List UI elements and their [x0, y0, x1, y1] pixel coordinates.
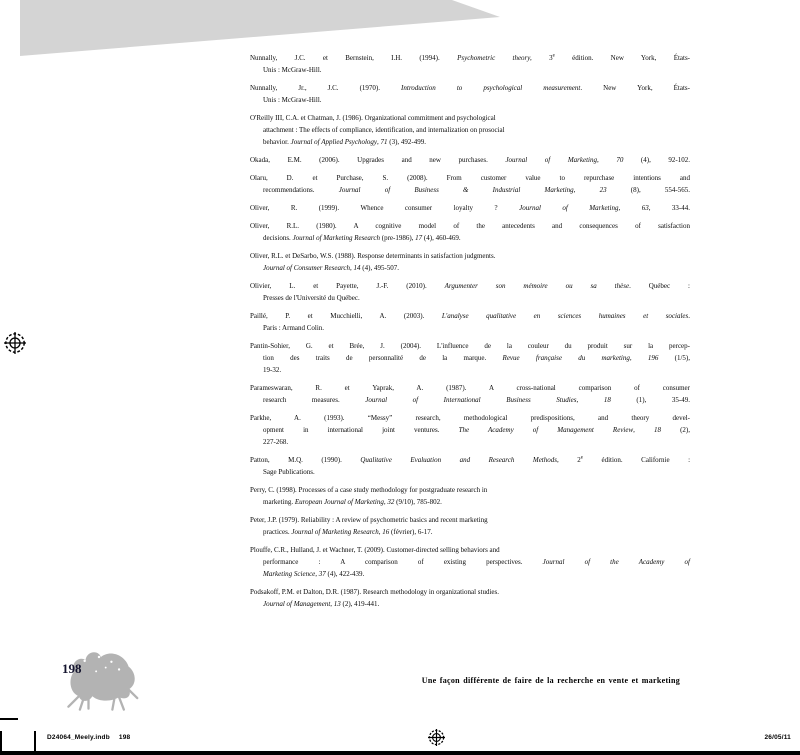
reference-line: Paris : Armand Colin. [263, 324, 325, 332]
reference-line: Nunnally, Jr., J.C. (1970). Introduction to psychological measurement. New York, États- [250, 84, 690, 92]
page-bottom-border [0, 751, 800, 755]
references-list [250, 52, 690, 616]
reference-line: Perry, C. (1998). Processes of a case study methodology for postgraduate research in [250, 486, 488, 494]
reference-entry [250, 586, 690, 610]
crop-mark-vertical [34, 731, 36, 753]
reference-line: practices. Journal of Marketing Research, 16 (février), 6-17. [263, 528, 433, 536]
reference-line: Marketing Science, 37 (4), 422-439. [263, 570, 365, 578]
reference-entry [250, 514, 690, 538]
registration-mark-icon [428, 729, 445, 746]
reference-line: Olaru, D. et Purchase, S. (2008). From customer value to repurchase intentions and [250, 174, 690, 182]
reference-line: Sage Publications. [263, 468, 315, 476]
frog-icon [56, 644, 142, 714]
reference-entry [250, 484, 690, 508]
reference-line: Parameswaran, R. et Yaprak, A. (1987). A cross-national comparison of consumer [250, 384, 690, 392]
slug-filename [47, 734, 130, 741]
crop-mark-horizontal [0, 718, 18, 720]
page-folio [56, 644, 148, 718]
slug-date: 26/05/11 [764, 734, 791, 741]
running-footer-title: Une façon différente de faire de la recherche en vente et marketing [421, 676, 680, 685]
reference-entry [250, 220, 690, 244]
reference-line: Paillé, P. et Mucchielli, A. (2003). L'analyse qualitative en sciences humaines et sociales. [250, 312, 690, 320]
reference-entry [250, 52, 690, 76]
reference-line: Plouffe, C.R., Hulland, J. et Wachner, T. (2009). Customer-directed selling behaviors and [250, 546, 500, 554]
reference-line: Journal of Management, 13 (2), 419-441. [263, 600, 380, 608]
reference-line: 227-268. [263, 438, 289, 446]
reference-line: Olivier, L. et Payette, J.-F. (2010). Argumenter son mémoire ou sa thèse. Québec : [250, 282, 691, 290]
reference-line: decisions. Journal of Marketing Research (pre-1986), 17 (4), 460-469. [263, 234, 461, 242]
reference-entry [250, 412, 690, 448]
reference-entry [250, 172, 690, 196]
registration-mark-icon [4, 332, 26, 354]
reference-entry [250, 280, 690, 304]
reference-line: research measures. Journal of International Business Studies, 18 (1), 35-49. [263, 396, 691, 404]
reference-line: Patton, M.Q. (1990). Qualitative Evaluation and Research Methods, 2e édition. Californie : [250, 455, 691, 464]
reference-entry [250, 154, 690, 166]
reference-line: Parkhe, A. (1993). “Messy” research, methodological predispositions, and theory devel- [250, 414, 690, 422]
page-number: 198 [62, 661, 82, 676]
crop-mark-edge [0, 731, 2, 751]
reference-line: Presses de l'Université du Québec. [263, 294, 360, 302]
document-filename: D24064_Meely.indb [47, 734, 110, 741]
reference-entry [250, 250, 690, 274]
reference-line: Okada, E.M. (2006). Upgrades and new purchases. Journal of Marketing, 70 (4), 92-102. [250, 156, 691, 164]
slug-page-ref: 198 [118, 734, 131, 741]
reference-line: Podsakoff, P.M. et Dalton, D.R. (1987). Research methodology in organizational studies. [250, 588, 499, 596]
reference-entry [250, 340, 690, 376]
reference-line: Journal of Consumer Research, 14 (4), 495-507. [263, 264, 400, 272]
reference-line: performance : A comparison of existing perspectives. Journal of the Academy of [263, 558, 690, 566]
reference-line: Nunnally, J.C. et Bernstein, I.H. (1994). Psychometric theory, 3e édition. New York, États- [250, 53, 691, 62]
reference-line: recommendations. Journal of Business & Industrial Marketing, 23 (8), 554-565. [263, 186, 690, 194]
reference-entry [250, 112, 690, 148]
reference-entry [250, 310, 690, 334]
reference-line: Oliver, R.L. (1980). A cognitive model of the antecedents and consequences of satisfaction [250, 222, 690, 230]
reference-line: O'Reilly III, C.A. et Chatman, J. (1986). Organizational commitment and psychological [250, 114, 496, 122]
reference-line: Oliver, R.L. et DeSarbo, W.S. (1988). Response determinants in satisfaction judgments. [250, 252, 496, 260]
reference-line: tion des traits de personnalité de la marque. Revue française du marketing, 196 (1/5), [263, 354, 691, 362]
reference-entry [250, 454, 690, 478]
reference-line: Unis : McGraw-Hill. [263, 96, 322, 104]
reference-line: opment in international joint ventures. The Academy of Management Review, 18 (2), [263, 426, 690, 434]
reference-line: Unis : McGraw-Hill. [263, 66, 322, 74]
reference-line: marketing. European Journal of Marketing, 32 (9/10), 785-802. [263, 498, 442, 506]
reference-entry [250, 202, 690, 214]
page-curl-shadow [0, 0, 800, 60]
reference-line: Oliver, R. (1999). Whence consumer loyalty ? Journal of Marketing, 63, 33-44. [250, 204, 690, 212]
reference-entry [250, 82, 690, 106]
reference-line: 19-32. [263, 366, 282, 374]
reference-entry [250, 382, 690, 406]
reference-entry [250, 544, 690, 580]
reference-line: Pantin-Sohier, G. et Brée, J. (2004). L'influence de la couleur du produit sur la percep- [250, 342, 690, 350]
reference-line: behavior. Journal of Applied Psychology, 71 (3), 492-499. [263, 138, 426, 146]
reference-line: Peter, J.P. (1979). Reliability : A review of psychometric basics and recent marketing [250, 516, 488, 524]
reference-line: attachment : The effects of compliance, identification, and internalization on prosocial [263, 126, 505, 134]
